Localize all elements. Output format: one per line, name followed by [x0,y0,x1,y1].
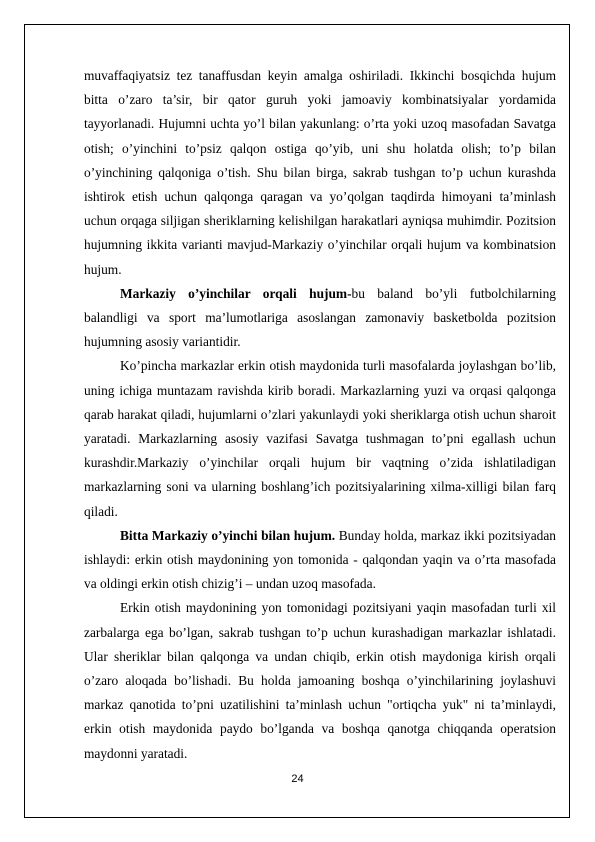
paragraph-2 [84,282,556,355]
paragraph-1-text: muvaffaqiyatsiz tez tanaffusdan keyin amalga oshiriladi. Ikkinchi bosqichda hujum bitta o’zaro ta’sir, bir qator guruh yoki jamoaviy kombinatsiyalar yordamida tayyorlanadi. Hujumni uchta yo’l bilan yakunlang: o’rta yoki uzoq masofadan Savatga otish; o’yinchini to’psiz qalqon ostiga qo’yib, uni shu holatda olish; to’p bilan o’yinchining qalqoniga o’tish. Shu bilan birga, sakrab tushgan to’p uchun kurashda ishtirok etish uchun qalqonga qaragan va yo’qolgan taqdirda himoyani ta’minlash uchun orqaga siljigan sheriklarning kelishilgan harakatlari ayniqsa muhimdir. Pozitsion hujumning ikkita varianti mavjud-Markaziy o’yinchilar orqali hujum va kombinatsion hujum. [84,68,556,277]
page-number: 24 [291,773,304,785]
paragraph-2-text: bu baland bo’yli futbolchilarning balandligi va sport ma’lumotlariga asoslangan zamonaviy basketbolda pozitsion hujumning asosiy variantidir. [84,285,557,350]
paragraph-4 [84,524,556,597]
paragraph-5-text: Erkin otish maydonining yon tomonidagi pozitsiyani yaqin masofadan turli xil zarbalarga ega bo’lgan, sakrab tushgan to’p uchun kurashadigan markazlar ishlatadi. Ular sheriklar bilan qalqonga va undan chiqib, erkin otish maydoniga kirish orqali o’zaro aloqada bo’lishadi. Bu holda jamoaning boshqa o’yinchilarining joylashuvi markaz qanotida to’pni uzatilishini ta’minlash uchun "ortiqcha yuk" ni ta’minlaydi, erkin otish maydonida paydo bo’lganda va boshqa qanotga chiqqanda operatsion maydonni yaratadi. [84,600,556,761]
paragraph-3 [84,354,556,523]
paragraph-2-heading: Markaziy o’yinchilar orqali hujum- [120,285,352,301]
paragraph-4-text: Bunday holda, markaz ikki pozitsiyadan ishlaydi: erkin otish maydonining yon tomonida - qalqondan yaqin va o’rta masofada va oldingi erkin otish chizig’i – undan uzoq masofada. [84,527,556,592]
paragraph-3-text: Ko’pincha markazlar erkin otish maydonida turli masofalarda joylashgan bo’lib, uning ichiga muntazam ravishda kirib boradi. Markazlarning yuzi va orqasi qalqonga qarab harakat qiladi, hujumlarni o’zlari yakunlaydi yoki sheriklarga otish uchun sharoit yaratadi. Markazlarning asosiy vazifasi Savatga tushmagan to’pni egallash uchun kurashdir.Markaziy o’yinchilar orqali hujum bir vaqtning o’zida ishlatiladigan markazlarning soni va ularning boshlang’ich pozitsiyalarining xilma-xilligi bilan farq qiladi. [84,358,556,519]
paragraph-5 [84,596,556,765]
document-body [84,64,556,766]
paragraph-1 [84,64,556,282]
paragraph-4-heading: Bitta Markaziy o’yinchi bilan hujum. [120,527,336,543]
